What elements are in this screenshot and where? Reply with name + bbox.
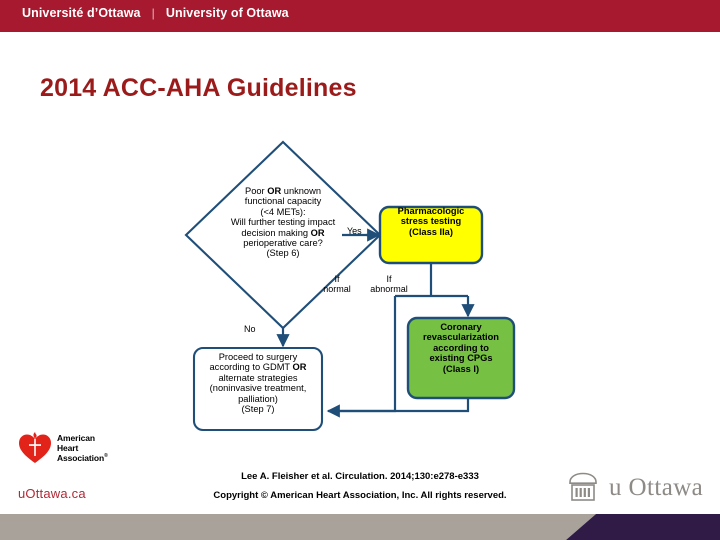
pharmacologic-box-shape: [380, 207, 482, 263]
uottawa-wordmark-text: u Ottawa: [609, 473, 704, 501]
coronary-box-label: Coronary revascularization according to existing CPGs (Class I): [423, 322, 499, 374]
edge-green-to-proceed: [330, 398, 468, 411]
american-heart-association-logo: [18, 432, 108, 464]
header-brand-divider: |: [151, 6, 155, 20]
citation-reference: Lee A. Fleisher et al. Circulation. 2014;130:e278-e333: [241, 471, 479, 482]
aha-line-1: American: [57, 432, 95, 443]
footer-gray-band: [0, 514, 596, 540]
coronary-box-shape: [408, 318, 514, 398]
proceed-box-shape: [194, 348, 322, 430]
edge-label-if-normal: If normal: [323, 274, 351, 294]
pavilion-building-icon: [566, 470, 600, 504]
flowchart-diagram: [180, 128, 540, 438]
header-brand-fr: Université d’Ottawa: [22, 6, 141, 20]
aha-line-3: Association®: [57, 453, 108, 463]
uottawa-header-wordmark: [22, 6, 289, 20]
footer-bar: [0, 514, 720, 540]
header-brand-en: University of Ottawa: [165, 6, 289, 20]
citation-copyright: Copyright © American Heart Association, Inc. All rights reserved.: [213, 489, 507, 501]
edge-label-no: No: [244, 324, 256, 334]
pharmacologic-box-label: Pharmacologic stress testing (Class IIa): [397, 206, 465, 237]
page-title: 2014 ACC-AHA Guidelines: [40, 74, 357, 102]
heart-torch-icon: [18, 432, 52, 464]
aha-line-2: Heart: [57, 442, 79, 453]
proceed-box-label: Proceed to surgery according to GDMT OR alternate strategies (noninvasive treatment, palliation) (Step 7): [209, 352, 307, 415]
edge-label-yes: Yes: [347, 226, 362, 236]
edge-label-if-abnormal: If abnormal: [370, 274, 408, 294]
uottawa-ca-url: uOttawa.ca: [18, 486, 86, 501]
citation-block: [150, 468, 570, 505]
uottawa-footer-logo: [566, 470, 703, 504]
decision-diamond-label: Poor OR unknown functional capacity (<4 METs): Will further testing impact decision making OR perioperative care? (Step 6): [230, 186, 336, 259]
edge-if-normal: [328, 296, 395, 411]
aha-wordmark: [57, 433, 108, 463]
